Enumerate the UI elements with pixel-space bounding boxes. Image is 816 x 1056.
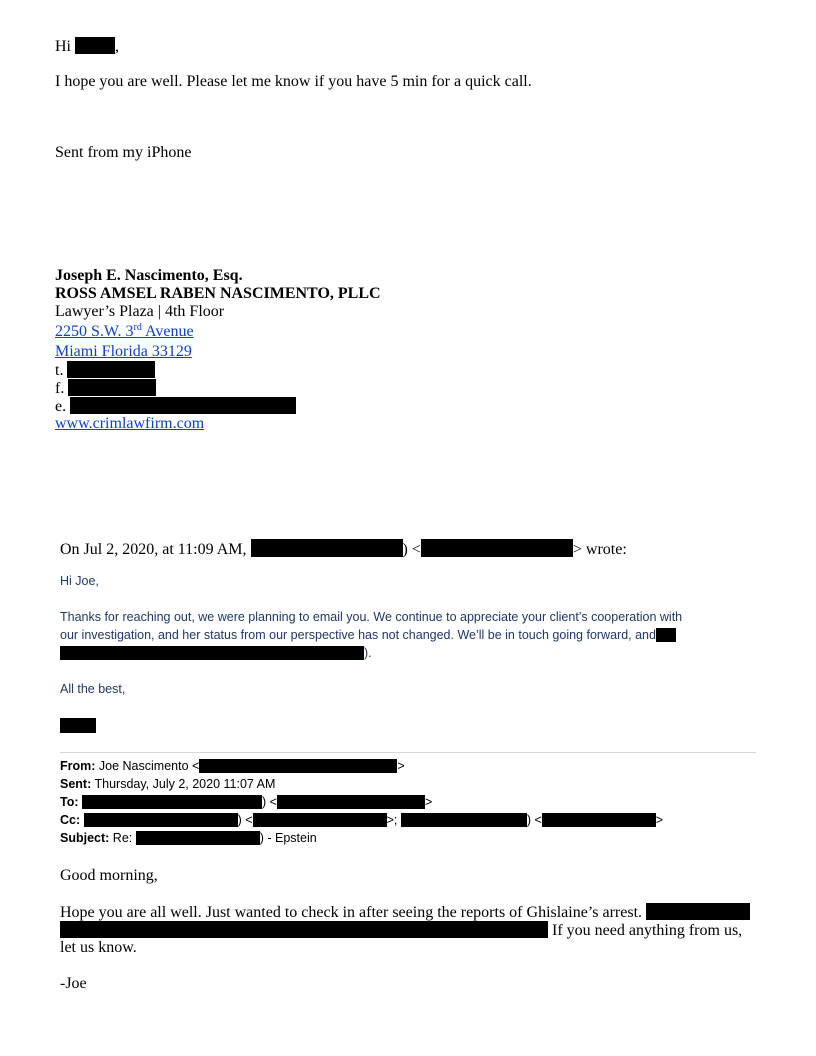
sent-from-line: Sent from my iPhone	[55, 144, 192, 161]
redaction-block	[421, 539, 573, 557]
reply-line-1: Thanks for reaching out, we were planning to email you. We continue to appreciate your client’s cooperation with	[60, 610, 683, 624]
redaction-block	[67, 361, 155, 378]
greeting-line	[55, 37, 119, 56]
header-from: From: Joe Nascimento < >	[60, 759, 405, 773]
redaction-block	[401, 813, 527, 827]
signature-name: Joseph E. Nascimento, Esq.	[55, 267, 243, 284]
redaction-block	[70, 397, 296, 414]
reply-header: On Jul 2, 2020, at 11:09 AM, ) < > wrote:	[60, 541, 627, 558]
header-sent: Sent: Thursday, July 2, 2020 11:07 AM	[60, 777, 276, 791]
redaction-block	[75, 37, 115, 54]
redaction-block	[251, 539, 403, 557]
signature-firm: ROSS AMSEL RABEN NASCIMENTO, PLLC	[55, 285, 381, 302]
website-link[interactable]: www.crimlawfirm.com	[55, 415, 205, 432]
greeting-comma: ,	[115, 38, 119, 55]
street-text[interactable]: 2250 S.W. 3rd Avenue	[55, 322, 194, 340]
redaction-block	[84, 813, 238, 827]
redaction-block	[136, 831, 260, 845]
phone-line: t.	[55, 361, 155, 380]
redaction-block	[199, 759, 397, 773]
reply-closing: All the best,	[60, 682, 126, 696]
fax-line: f.	[55, 379, 156, 398]
message-body: I hope you are well. Please let me know if you have 5 min for a quick call.	[55, 73, 532, 90]
redaction-block	[60, 921, 548, 938]
redaction-block	[68, 379, 156, 396]
header-subject: Subject: Re: ) - Epstein	[60, 831, 317, 845]
reply-line-2: our investigation, and her status from our perspective has not changed. We’ll be in touch going forward, and	[60, 626, 676, 644]
greeting-text: Hi	[55, 38, 71, 55]
header-cc: Cc: ) < >; ) < >	[60, 813, 664, 827]
redaction-block	[656, 628, 676, 642]
redaction-block	[542, 813, 656, 827]
original-signoff: -Joe	[60, 975, 87, 992]
reply-greeting: Hi Joe,	[60, 574, 99, 588]
redaction-block	[82, 795, 262, 809]
original-line-2: If you need anything from us,	[60, 921, 742, 940]
address-link-city[interactable]: Miami Florida 33129	[55, 343, 192, 360]
redacted-signature	[60, 718, 96, 733]
original-line-3: let us know.	[60, 939, 137, 956]
redaction-block	[646, 903, 750, 920]
redaction-block	[60, 646, 364, 660]
reply-line-3: ).	[60, 644, 372, 662]
divider	[60, 752, 756, 753]
redaction-block	[253, 813, 387, 827]
redaction-block	[277, 795, 425, 809]
signature-building: Lawyer’s Plaza | 4th Floor	[55, 303, 225, 320]
original-greeting: Good morning,	[60, 867, 158, 884]
header-to: To: ) < >	[60, 795, 433, 809]
original-line-1: Hope you are all well. Just wanted to check in after seeing the reports of Ghislaine’s arrest.	[60, 903, 750, 922]
address-link-street[interactable]	[55, 323, 194, 341]
email-line: e.	[55, 397, 296, 416]
